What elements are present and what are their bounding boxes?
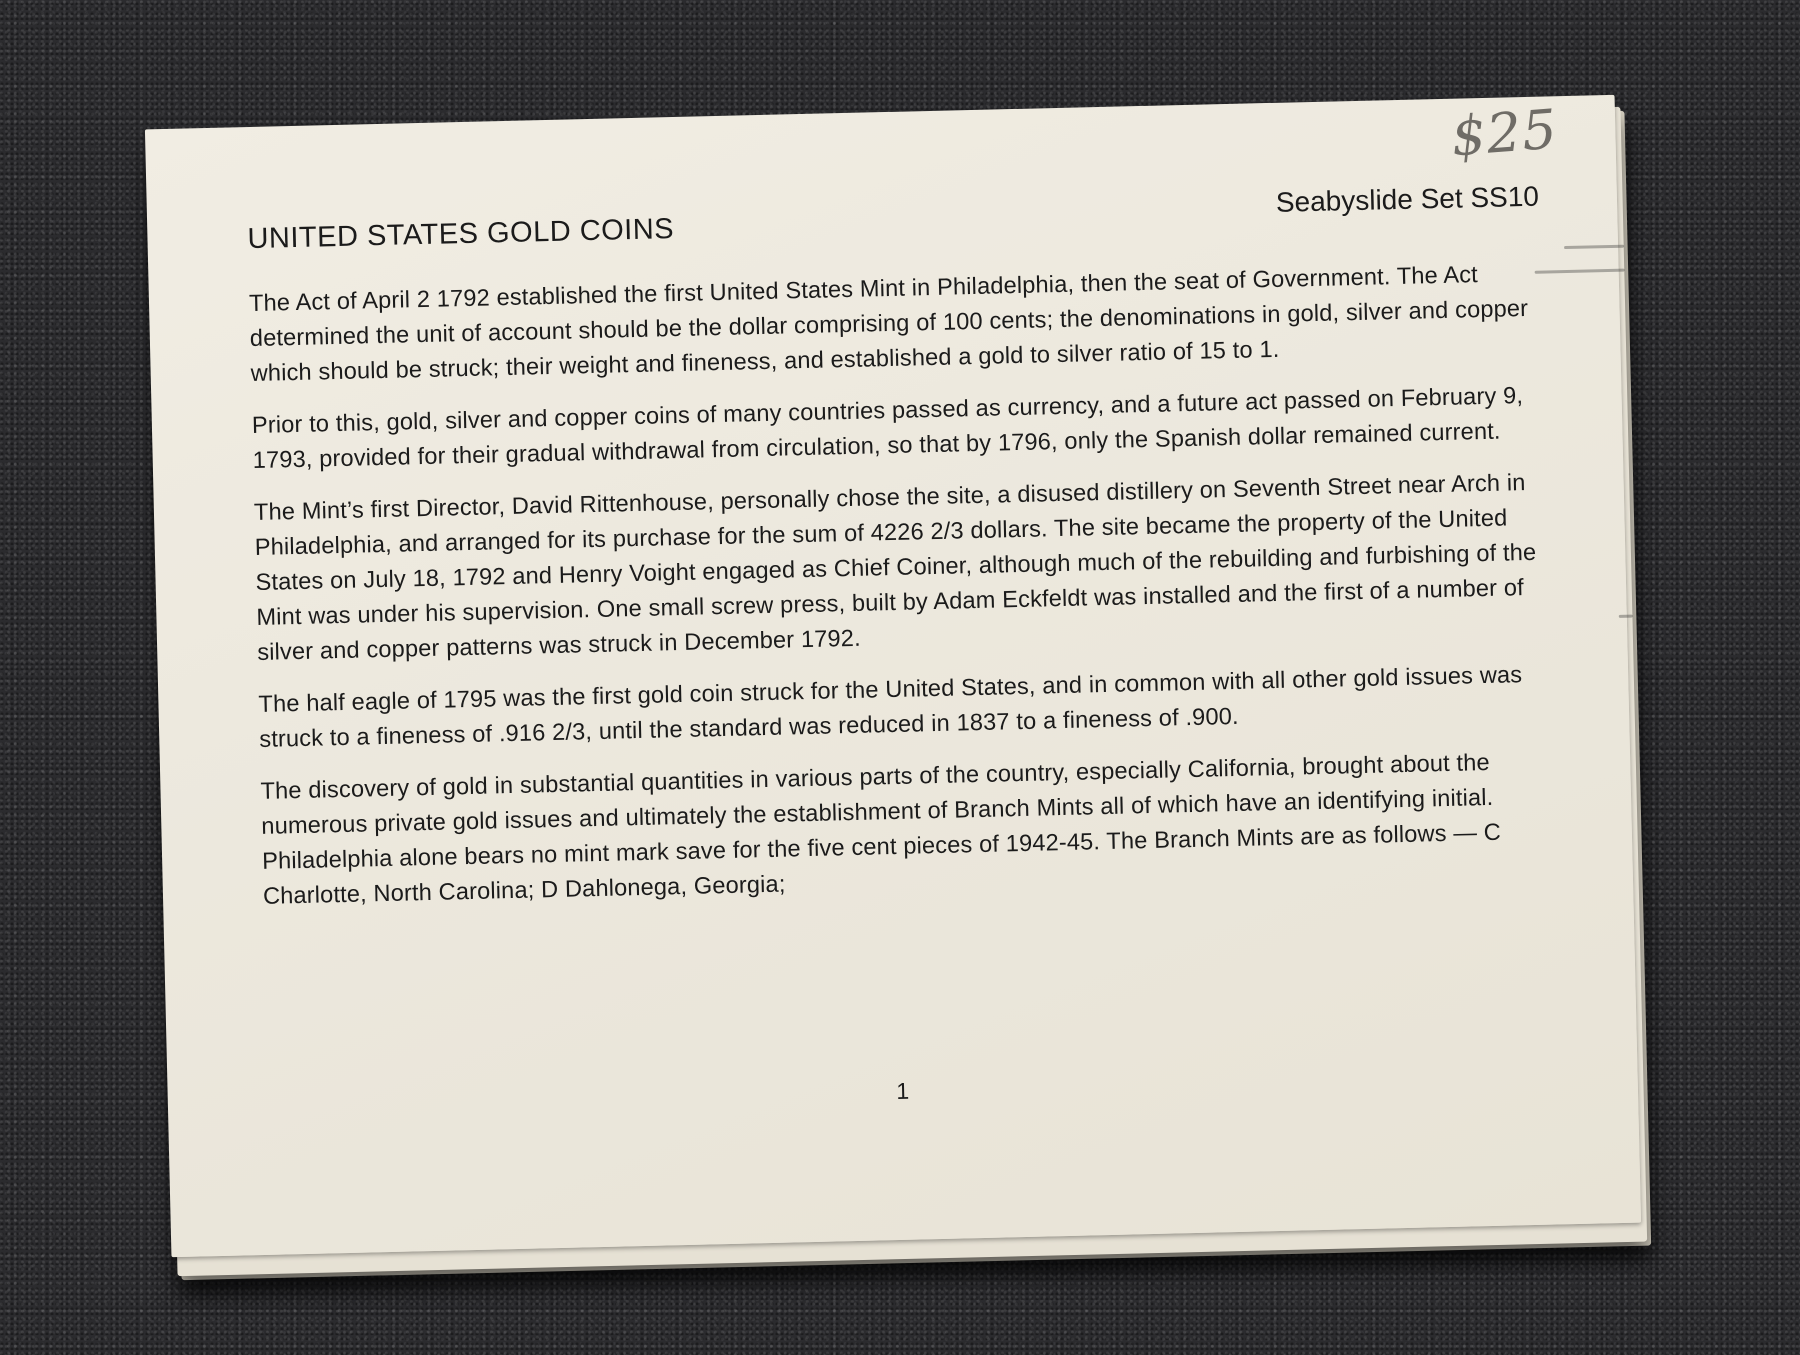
body-text: [249, 256, 1584, 932]
booklet-page: [145, 95, 1641, 1257]
page-number: 1: [896, 1077, 910, 1105]
paragraph-mint-act: The Act of April 2 1792 established the first United States Mint in Philadelphia, then the seat of Government. The Act determined the unit of account should be the dollar comprising of 100 cents; the denominations in gold, silver and copper which should be struck; their weight and fineness, and established a gold to silver ratio of 15 to 1.: [248, 262, 1529, 388]
paragraph-foreign-coins: Prior to this, gold, silver and copper coins of many countries passed as currency, and a future act passed on February 9, 1793, provided for their gradual withdrawal from circulation, so that by 1796, only the Spanish dollar remained current.: [251, 383, 1524, 475]
document-title: UNITED STATES GOLD COINS: [247, 213, 675, 256]
page-edge-wear: [1619, 615, 1633, 618]
paragraph-branch-mints: The discovery of gold in substantial quantities in various parts of the country, especially California, brought about the numerous private gold issues and ultimately the establishment of Branch Mints all of which have an identifying initial. Philadelphia alone bears no mint mark save for the five cent pieces of 1942-45. The Branch Mints are as follows — C Charlotte, North Carolina; D Dahlonega, Georgia;: [260, 749, 1502, 910]
handwritten-price: $25: [1449, 97, 1560, 169]
series-label: Seabyslide Set SS10: [1275, 180, 1540, 218]
paragraph-half-eagle: The half eagle of 1795 was the first gold coin struck for the United States, and in common with all other gold issues was struck to a fineness of .916 2/3, until the standard was reduced in 1837 to a fineness of .900.: [258, 662, 1523, 753]
paragraph-mint-director: The Mint’s first Director, David Rittenhouse, personally chose the site, a disused distillery on Seventh Street near Arch in Philadelphia, and arranged for its purchase for the sum of 4226 2/3 dollars. The site became the property of the United States on July 18, 1792 and Henry Voight engaged as Chief Coiner, although much of the rebuilding and furbishing of the Mint was under his supervision. One small screw press, built by Adam Eckfeldt was installed and the first of a number of silver and copper patterns was struck in December 1792.: [253, 470, 1537, 666]
page-edge-wear: [1564, 245, 1624, 249]
